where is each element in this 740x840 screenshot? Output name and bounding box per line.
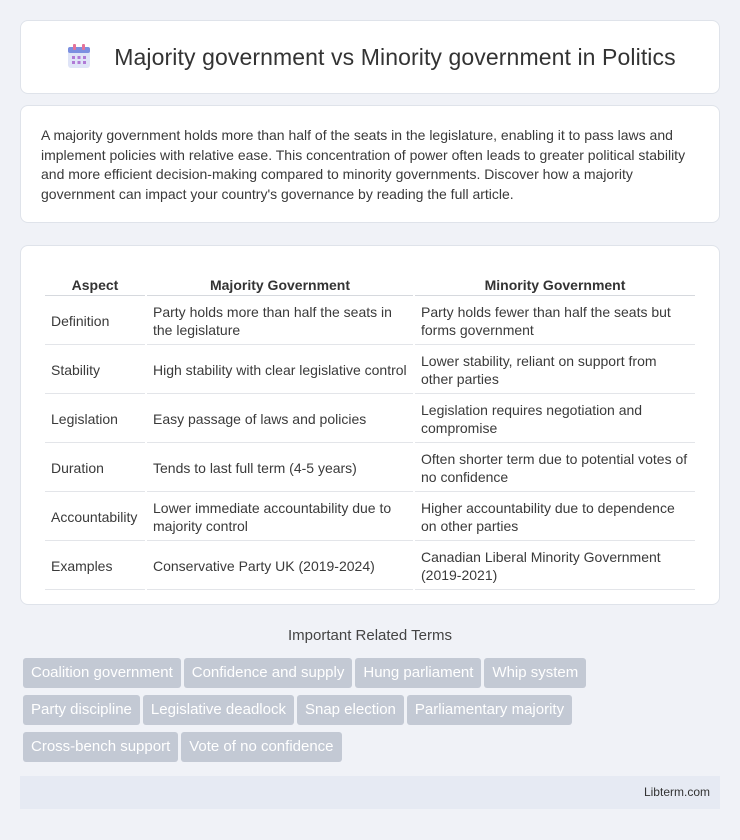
table-cell-minority: Higher accountability due to dependence on other parties — [415, 494, 695, 541]
table-header-row — [45, 268, 695, 296]
table-cell-minority: Legislation requires negotiation and compromise — [415, 396, 695, 443]
related-term-tag[interactable]: Snap election — [297, 695, 404, 725]
comparison-table — [43, 266, 697, 592]
table-cell-majority: Party holds more than half the seats in the legislature — [147, 298, 413, 345]
related-terms-list — [23, 658, 723, 769]
table-row — [45, 396, 695, 443]
related-term-tag[interactable]: Parliamentary majority — [407, 695, 572, 725]
table-cell-minority: Canadian Liberal Minority Government (2019-2021) — [415, 543, 695, 590]
table-cell-aspect: Accountability — [45, 494, 145, 541]
related-terms-heading: Important Related Terms — [288, 627, 452, 644]
table-cell-majority: Tends to last full term (4-5 years) — [147, 445, 413, 492]
page-title: Majority government vs Minority government in Politics — [114, 43, 676, 70]
table-cell-majority: Lower immediate accountability due to majority control — [147, 494, 413, 541]
related-term-tag[interactable]: Cross-bench support — [23, 732, 178, 762]
table-cell-minority: Lower stability, reliant on support from other parties — [415, 347, 695, 394]
comparison-card — [20, 245, 720, 605]
table-cell-minority: Party holds fewer than half the seats but forms government — [415, 298, 695, 345]
table-cell-majority: Conservative Party UK (2019-2024) — [147, 543, 413, 590]
table-cell-aspect: Definition — [45, 298, 145, 345]
intro-card — [20, 105, 720, 223]
table-row — [45, 445, 695, 492]
table-cell-aspect: Duration — [45, 445, 145, 492]
header-card — [20, 20, 720, 94]
footer — [20, 776, 720, 809]
footer-site-link[interactable]: Libterm.com — [643, 785, 710, 799]
related-term-tag[interactable]: Whip system — [484, 658, 586, 688]
related-term-tag[interactable]: Legislative deadlock — [143, 695, 294, 725]
table-row — [45, 298, 695, 345]
table-cell-majority: Easy passage of laws and policies — [147, 396, 413, 443]
table-cell-aspect: Stability — [45, 347, 145, 394]
table-row — [45, 543, 695, 590]
table-row — [45, 494, 695, 541]
intro-text: A majority government holds more than half of the seats in the legislature, enabling it to pass laws and implement policies with relative ease. This concentration of power often leads to greater political stability and more efficient decision-making compared to minority governments. Discover how a majority government can impact your country's governance by reading the full article. — [41, 127, 686, 202]
calendar-icon — [64, 42, 94, 72]
related-term-tag[interactable]: Coalition government — [23, 658, 181, 688]
table-row — [45, 347, 695, 394]
table-cell-aspect: Examples — [45, 543, 145, 590]
table-cell-minority: Often shorter term due to potential votes of no confidence — [415, 445, 695, 492]
related-term-tag[interactable]: Hung parliament — [355, 658, 481, 688]
table-cell-aspect: Legislation — [45, 396, 145, 443]
column-header-aspect: Aspect — [45, 268, 145, 296]
column-header-minority: Minority Government — [415, 268, 695, 296]
related-term-tag[interactable]: Party discipline — [23, 695, 140, 725]
related-term-tag[interactable]: Vote of no confidence — [181, 732, 341, 762]
related-term-tag[interactable]: Confidence and supply — [184, 658, 353, 688]
column-header-majority: Majority Government — [147, 268, 413, 296]
table-cell-majority: High stability with clear legislative control — [147, 347, 413, 394]
